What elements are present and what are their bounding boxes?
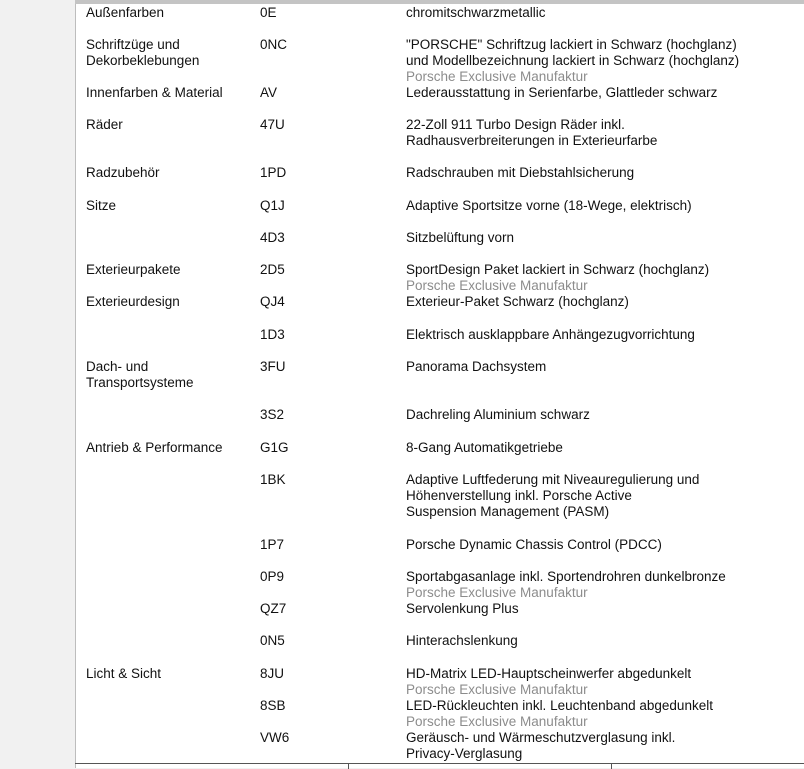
- column-divider-tick: [348, 763, 349, 769]
- option-description: Geräusch- und Wärmeschutzverglasung inkl. Privacy-Verglasung: [406, 730, 676, 761]
- category-label: Sitze: [86, 198, 117, 213]
- option-description: "PORSCHE" Schriftzug lackiert in Schwarz (hochglanz) und Modellbezeichnung lackiert in Schwarz (hochglanz) Porsche Exclusive Manufaktur: [406, 37, 751, 85]
- bottom-divider: [75, 763, 804, 764]
- option-description: Adaptive Luftfederung mit Niveauregulierung und Höhenverstellung inkl. Porsche Active Suspension Management (PASM): [406, 472, 700, 519]
- manufaktur-note: Porsche Exclusive Manufaktur: [406, 585, 588, 600]
- option-description: Porsche Dynamic Chassis Control (PDCC): [406, 537, 662, 552]
- option-description: Servolenkung Plus: [406, 601, 519, 616]
- option-code: QZ7: [260, 601, 287, 616]
- option-description: 8-Gang Automatikgetriebe: [406, 440, 563, 455]
- option-code: 1PD: [260, 165, 287, 180]
- category-label: Exterieurdesign: [86, 294, 180, 309]
- top-divider: [75, 0, 804, 4]
- manufaktur-note: Porsche Exclusive Manufaktur: [406, 682, 588, 697]
- option-code: 0NC: [260, 37, 288, 52]
- option-code: 3S2: [260, 407, 285, 422]
- option-description: Elektrisch ausklappbare Anhängezugvorrichtung: [406, 327, 695, 342]
- option-description: Radschrauben mit Diebstahlsicherung: [406, 165, 635, 180]
- option-description: HD-Matrix LED-Hauptscheinwerfer abgedunkelt Porsche Exclusive Manufaktur: [406, 666, 796, 698]
- category-label: Dach- und Transportsysteme: [86, 359, 194, 390]
- option-code: AV: [260, 85, 278, 100]
- category-label: Licht & Sicht: [86, 666, 162, 681]
- option-description: Exterieur-Paket Schwarz (hochglanz): [406, 294, 629, 309]
- option-code: 4D3: [260, 230, 285, 245]
- manufaktur-note: Porsche Exclusive Manufaktur: [406, 714, 588, 729]
- option-code: 0P9: [260, 569, 285, 584]
- option-description: LED-Rückleuchten inkl. Leuchtenband abgedunkelt Porsche Exclusive Manufaktur: [406, 698, 796, 730]
- option-code: Q1J: [260, 198, 285, 213]
- option-code: 8SB: [260, 698, 286, 713]
- option-code: 47U: [260, 117, 285, 132]
- option-code: 8JU: [260, 666, 285, 681]
- option-description: Panorama Dachsystem: [406, 359, 547, 374]
- category-label: Schriftzüge und Dekorbeklebungen: [86, 37, 200, 68]
- option-description: Sitzbelüftung vorn: [406, 230, 515, 245]
- option-description: Sportabgasanlage inkl. Sportendrohren dunkelbronze Porsche Exclusive Manufaktur: [406, 569, 796, 601]
- category-label: Räder: [86, 117, 123, 132]
- category-label: Außenfarben: [86, 5, 165, 20]
- option-description: chromitschwarzmetallic: [406, 5, 546, 20]
- option-code: 0N5: [260, 633, 285, 648]
- category-label: Innenfarben & Material: [86, 85, 223, 100]
- option-code: 1P7: [260, 537, 285, 552]
- category-label: Antrieb & Performance: [86, 440, 223, 455]
- option-description: Dachreling Aluminium schwarz: [406, 407, 590, 422]
- option-code: 3FU: [260, 359, 286, 374]
- option-code: VW6: [260, 730, 290, 745]
- manufaktur-note: Porsche Exclusive Manufaktur: [406, 69, 588, 84]
- option-description: 22-Zoll 911 Turbo Design Räder inkl. Radhausverbreiterungen in Exterieurfarbe: [406, 117, 658, 148]
- category-label: Radzubehör: [86, 165, 160, 180]
- column-divider-tick: [611, 763, 612, 769]
- option-code: 0E: [260, 5, 277, 20]
- option-description: Adaptive Sportsitze vorne (18-Wege, elektrisch): [406, 198, 692, 213]
- option-code: 1D3: [260, 327, 285, 342]
- option-code: G1G: [260, 440, 289, 455]
- option-code: 1BK: [260, 472, 286, 487]
- category-label: Exterieurpakete: [86, 262, 181, 277]
- option-description: SportDesign Paket lackiert in Schwarz (hochglanz) Porsche Exclusive Manufaktur: [406, 262, 796, 294]
- option-code: 2D5: [260, 262, 285, 277]
- manufaktur-note: Porsche Exclusive Manufaktur: [406, 278, 588, 293]
- option-description: Lederausstattung in Serienfarbe, Glattleder schwarz: [406, 85, 718, 100]
- option-code: QJ4: [260, 294, 285, 309]
- option-description: Hinterachslenkung: [406, 633, 518, 648]
